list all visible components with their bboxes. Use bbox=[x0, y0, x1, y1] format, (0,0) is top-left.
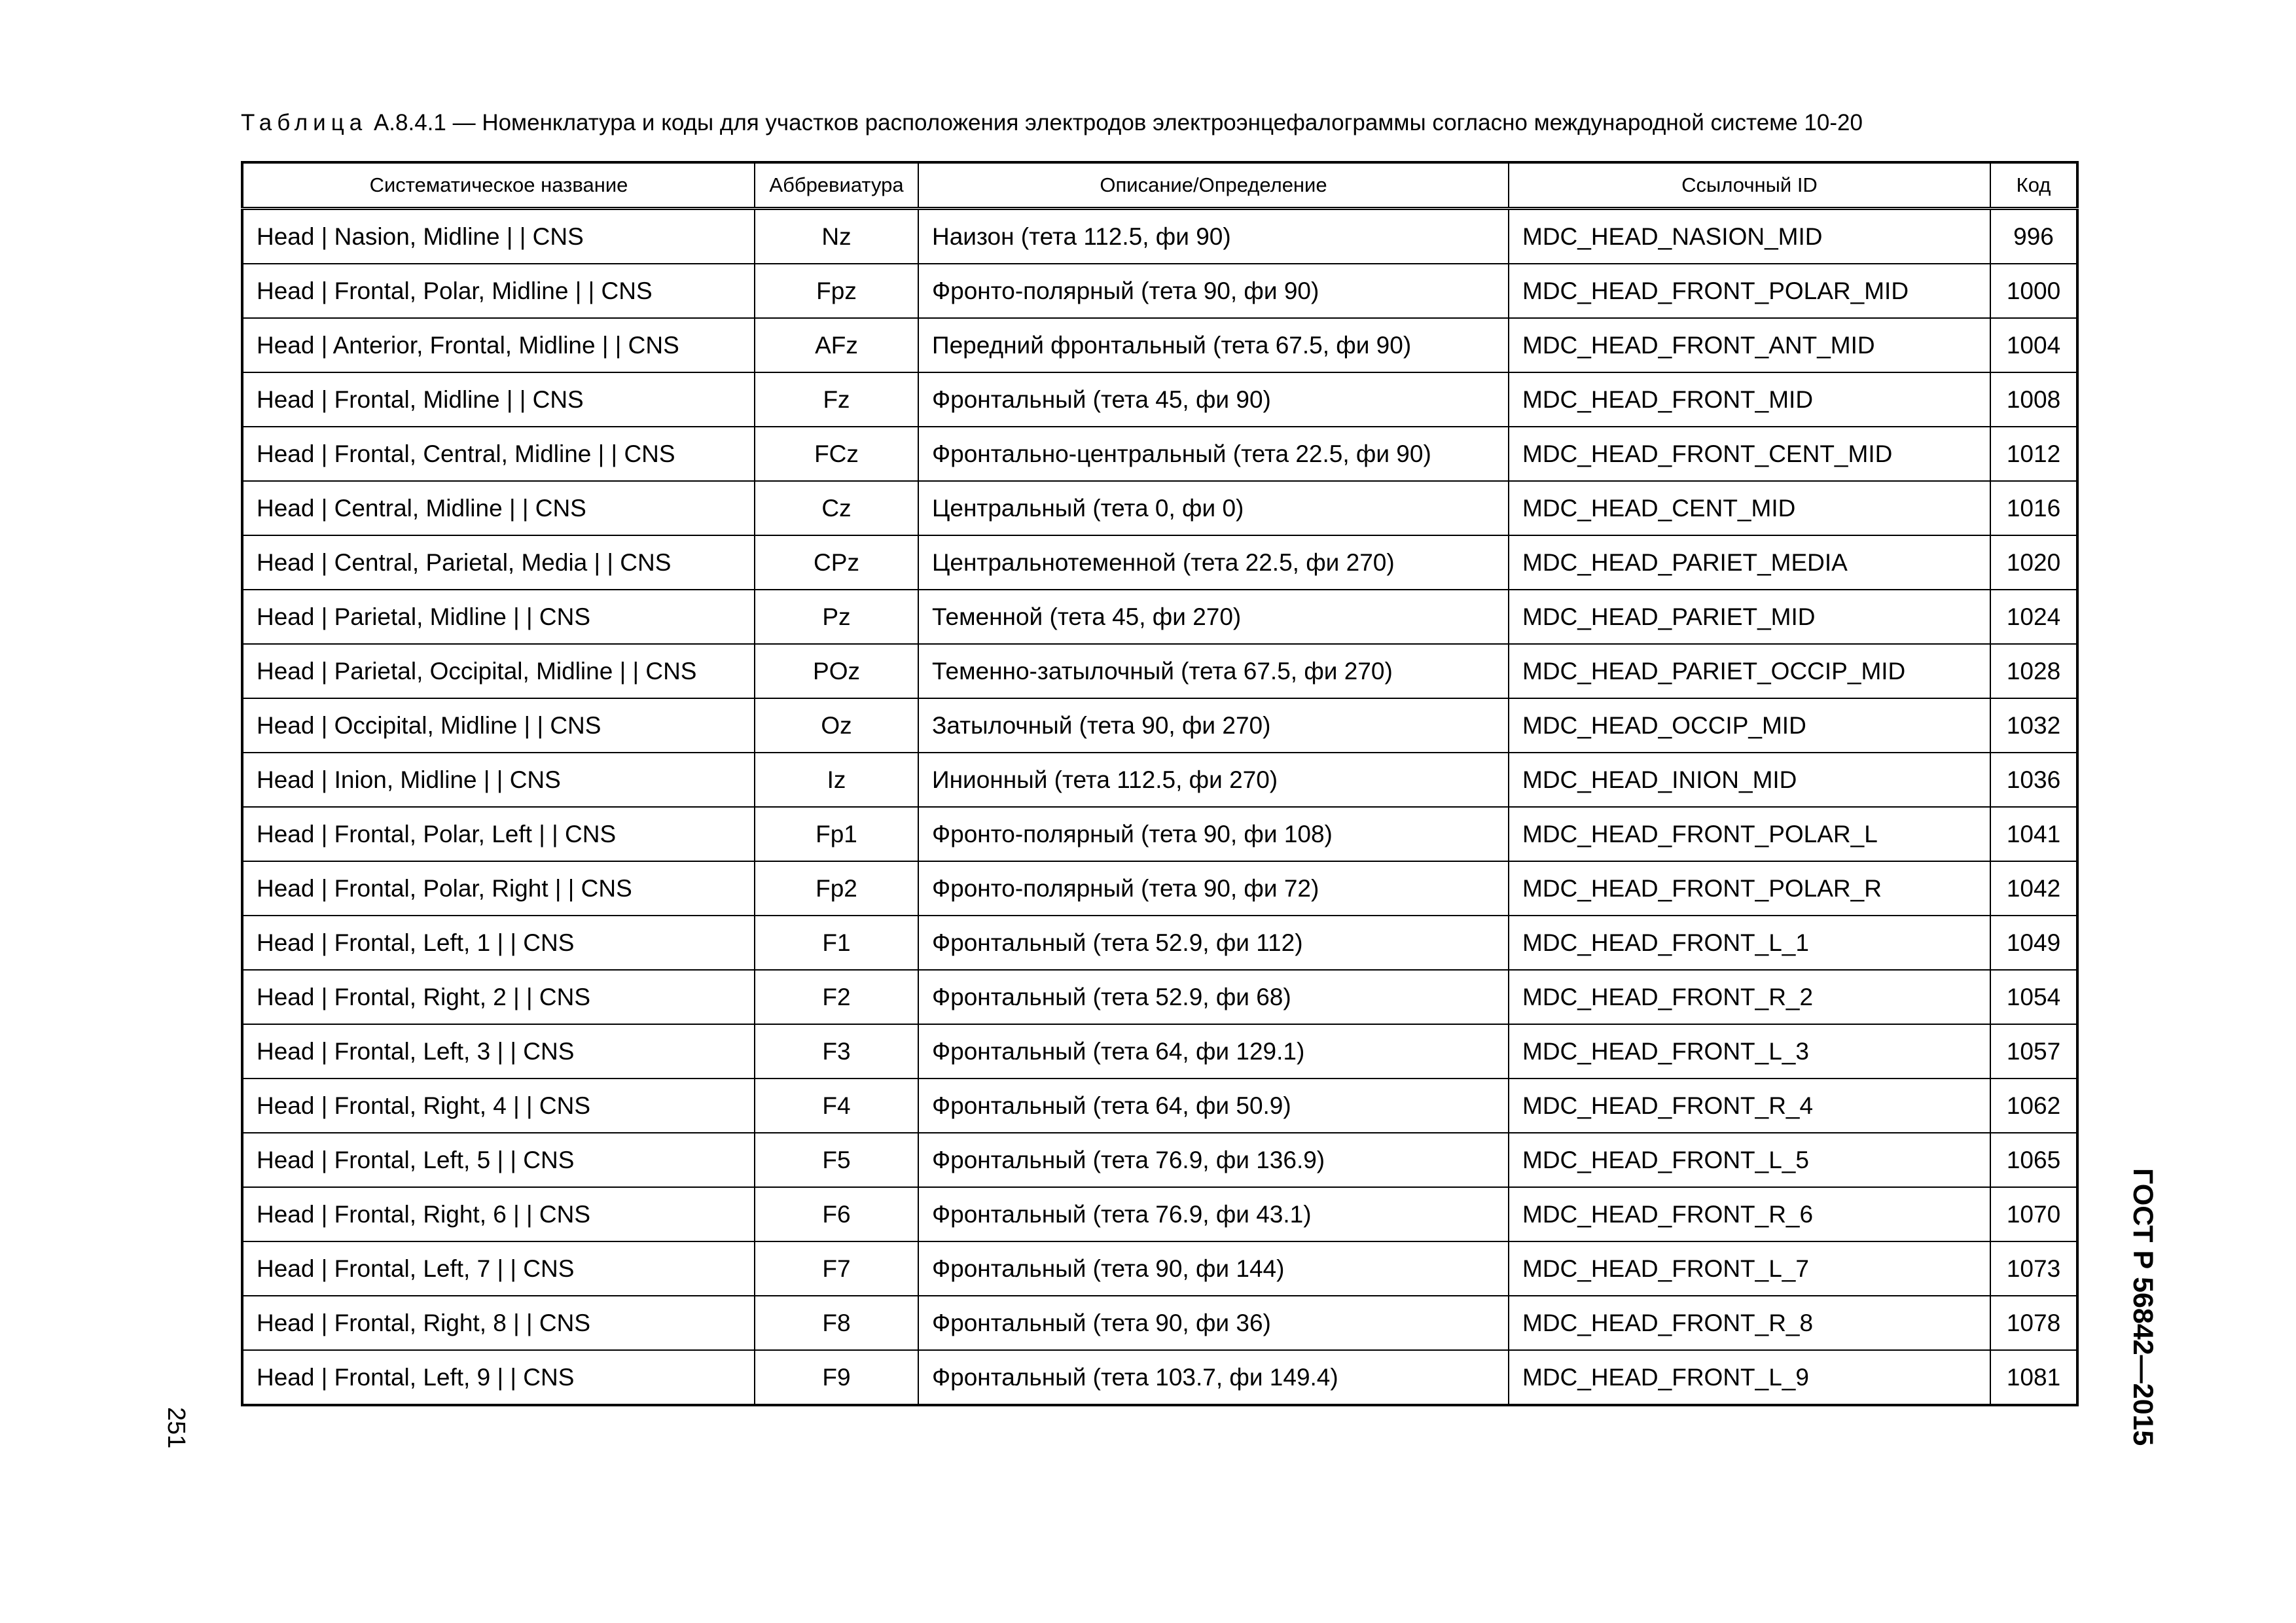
table-caption bbox=[241, 110, 2073, 136]
cell-description: Фронтальный (тета 103.7, фи 149.4) bbox=[918, 1350, 1509, 1405]
cell-reference-id: MDC_HEAD_FRONT_CENT_MID bbox=[1509, 427, 1990, 481]
standard-id: ГОСТ Р 56842—2015 bbox=[2127, 1168, 2159, 1446]
cell-systematic-name: Head | Frontal, Polar, Midline | | CNS bbox=[242, 264, 755, 318]
cell-abbreviation: Fp2 bbox=[755, 861, 918, 916]
cell-description: Инионный (тета 112.5, фи 270) bbox=[918, 753, 1509, 807]
table-row bbox=[242, 1296, 2077, 1350]
cell-code: 1024 bbox=[1990, 590, 2077, 644]
cell-description: Фронтальный (тета 52.9, фи 112) bbox=[918, 916, 1509, 970]
cell-reference-id: MDC_HEAD_FRONT_L_3 bbox=[1509, 1024, 1990, 1079]
cell-description: Фронтальный (тета 45, фи 90) bbox=[918, 372, 1509, 427]
table-row bbox=[242, 1133, 2077, 1187]
cell-code: 1016 bbox=[1990, 481, 2077, 535]
cell-abbreviation: F9 bbox=[755, 1350, 918, 1405]
table-row bbox=[242, 1187, 2077, 1241]
cell-description: Фронтальный (тета 90, фи 36) bbox=[918, 1296, 1509, 1350]
cell-description: Теменной (тета 45, фи 270) bbox=[918, 590, 1509, 644]
cell-systematic-name: Head | Frontal, Right, 6 | | CNS bbox=[242, 1187, 755, 1241]
cell-reference-id: MDC_HEAD_FRONT_POLAR_MID bbox=[1509, 264, 1990, 318]
cell-abbreviation: Oz bbox=[755, 698, 918, 753]
cell-abbreviation: F5 bbox=[755, 1133, 918, 1187]
cell-abbreviation: Iz bbox=[755, 753, 918, 807]
cell-code: 996 bbox=[1990, 209, 2077, 264]
cell-abbreviation: Pz bbox=[755, 590, 918, 644]
table-row bbox=[242, 698, 2077, 753]
cell-code: 1057 bbox=[1990, 1024, 2077, 1079]
cell-abbreviation: F2 bbox=[755, 970, 918, 1024]
cell-code: 1020 bbox=[1990, 535, 2077, 590]
table-row bbox=[242, 1241, 2077, 1296]
cell-systematic-name: Head | Central, Parietal, Media | | CNS bbox=[242, 535, 755, 590]
cell-description: Наизон (тета 112.5, фи 90) bbox=[918, 209, 1509, 264]
cell-code: 1032 bbox=[1990, 698, 2077, 753]
cell-description: Передний фронтальный (тета 67.5, фи 90) bbox=[918, 318, 1509, 372]
cell-abbreviation: Fpz bbox=[755, 264, 918, 318]
cell-code: 1062 bbox=[1990, 1079, 2077, 1133]
cell-abbreviation: F4 bbox=[755, 1079, 918, 1133]
cell-description: Фронтальный (тета 90, фи 144) bbox=[918, 1241, 1509, 1296]
header-reference-id: Ссылочный ID bbox=[1509, 162, 1990, 209]
cell-code: 1073 bbox=[1990, 1241, 2077, 1296]
table-row bbox=[242, 1350, 2077, 1405]
cell-description: Фронтально-центральный (тета 22.5, фи 90) bbox=[918, 427, 1509, 481]
cell-systematic-name: Head | Frontal, Left, 1 | | CNS bbox=[242, 916, 755, 970]
cell-systematic-name: Head | Anterior, Frontal, Midline | | CNS bbox=[242, 318, 755, 372]
cell-description: Фронто-полярный (тета 90, фи 108) bbox=[918, 807, 1509, 861]
cell-code: 1065 bbox=[1990, 1133, 2077, 1187]
cell-code: 1041 bbox=[1990, 807, 2077, 861]
cell-abbreviation: Nz bbox=[755, 209, 918, 264]
table-row bbox=[242, 644, 2077, 698]
cell-reference-id: MDC_HEAD_FRONT_ANT_MID bbox=[1509, 318, 1990, 372]
cell-reference-id: MDC_HEAD_INION_MID bbox=[1509, 753, 1990, 807]
cell-reference-id: MDC_HEAD_FRONT_R_2 bbox=[1509, 970, 1990, 1024]
cell-systematic-name: Head | Frontal, Right, 4 | | CNS bbox=[242, 1079, 755, 1133]
table-row bbox=[242, 264, 2077, 318]
caption-label: Таблица bbox=[241, 110, 368, 135]
table-body bbox=[242, 209, 2077, 1406]
cell-reference-id: MDC_HEAD_FRONT_MID bbox=[1509, 372, 1990, 427]
cell-abbreviation: Fp1 bbox=[755, 807, 918, 861]
header-abbreviation: Аббревиатура bbox=[755, 162, 918, 209]
header-code: Код bbox=[1990, 162, 2077, 209]
cell-description: Теменно-затылочный (тета 67.5, фи 270) bbox=[918, 644, 1509, 698]
cell-abbreviation: CPz bbox=[755, 535, 918, 590]
cell-description: Затылочный (тета 90, фи 270) bbox=[918, 698, 1509, 753]
cell-reference-id: MDC_HEAD_FRONT_L_7 bbox=[1509, 1241, 1990, 1296]
cell-systematic-name: Head | Frontal, Right, 2 | | CNS bbox=[242, 970, 755, 1024]
table-row bbox=[242, 372, 2077, 427]
cell-code: 1012 bbox=[1990, 427, 2077, 481]
table-header-row bbox=[242, 162, 2077, 209]
header-systematic-name: Систематическое название bbox=[242, 162, 755, 209]
cell-code: 1070 bbox=[1990, 1187, 2077, 1241]
cell-reference-id: MDC_HEAD_FRONT_POLAR_R bbox=[1509, 861, 1990, 916]
cell-code: 1008 bbox=[1990, 372, 2077, 427]
cell-reference-id: MDC_HEAD_FRONT_R_6 bbox=[1509, 1187, 1990, 1241]
table-row bbox=[242, 481, 2077, 535]
cell-abbreviation: F3 bbox=[755, 1024, 918, 1079]
cell-reference-id: MDC_HEAD_FRONT_L_1 bbox=[1509, 916, 1990, 970]
cell-systematic-name: Head | Frontal, Left, 3 | | CNS bbox=[242, 1024, 755, 1079]
cell-code: 1036 bbox=[1990, 753, 2077, 807]
cell-code: 1004 bbox=[1990, 318, 2077, 372]
table-row bbox=[242, 427, 2077, 481]
cell-reference-id: MDC_HEAD_FRONT_POLAR_L bbox=[1509, 807, 1990, 861]
cell-abbreviation: F7 bbox=[755, 1241, 918, 1296]
cell-description: Фронто-полярный (тета 90, фи 90) bbox=[918, 264, 1509, 318]
table-row bbox=[242, 318, 2077, 372]
table-row bbox=[242, 590, 2077, 644]
caption-text: А.8.4.1 — Номенклатура и коды для участков расположения электродов электроэнцефалограммы согласно международной системе 10-20 bbox=[367, 110, 1863, 135]
table-row bbox=[242, 753, 2077, 807]
cell-code: 1000 bbox=[1990, 264, 2077, 318]
cell-abbreviation: AFz bbox=[755, 318, 918, 372]
table-row bbox=[242, 1024, 2077, 1079]
cell-reference-id: MDC_HEAD_CENT_MID bbox=[1509, 481, 1990, 535]
cell-systematic-name: Head | Frontal, Polar, Left | | CNS bbox=[242, 807, 755, 861]
cell-code: 1028 bbox=[1990, 644, 2077, 698]
cell-systematic-name: Head | Frontal, Left, 7 | | CNS bbox=[242, 1241, 755, 1296]
cell-abbreviation: FCz bbox=[755, 427, 918, 481]
cell-systematic-name: Head | Central, Midline | | CNS bbox=[242, 481, 755, 535]
cell-reference-id: MDC_HEAD_FRONT_R_8 bbox=[1509, 1296, 1990, 1350]
cell-systematic-name: Head | Frontal, Polar, Right | | CNS bbox=[242, 861, 755, 916]
table-row bbox=[242, 970, 2077, 1024]
cell-code: 1042 bbox=[1990, 861, 2077, 916]
table-row bbox=[242, 861, 2077, 916]
cell-reference-id: MDC_HEAD_PARIET_MID bbox=[1509, 590, 1990, 644]
cell-systematic-name: Head | Frontal, Central, Midline | | CNS bbox=[242, 427, 755, 481]
cell-systematic-name: Head | Frontal, Midline | | CNS bbox=[242, 372, 755, 427]
cell-description: Фронтальный (тета 76.9, фи 43.1) bbox=[918, 1187, 1509, 1241]
page-number: 251 bbox=[162, 1407, 190, 1449]
cell-reference-id: MDC_HEAD_PARIET_OCCIP_MID bbox=[1509, 644, 1990, 698]
cell-abbreviation: F1 bbox=[755, 916, 918, 970]
table-row bbox=[242, 916, 2077, 970]
cell-systematic-name: Head | Parietal, Midline | | CNS bbox=[242, 590, 755, 644]
cell-systematic-name: Head | Parietal, Occipital, Midline | | CNS bbox=[242, 644, 755, 698]
cell-description: Центральнотеменной (тета 22.5, фи 270) bbox=[918, 535, 1509, 590]
cell-reference-id: MDC_HEAD_PARIET_MEDIA bbox=[1509, 535, 1990, 590]
cell-description: Фронтальный (тета 64, фи 129.1) bbox=[918, 1024, 1509, 1079]
cell-systematic-name: Head | Nasion, Midline | | CNS bbox=[242, 209, 755, 264]
cell-systematic-name: Head | Frontal, Right, 8 | | CNS bbox=[242, 1296, 755, 1350]
cell-systematic-name: Head | Occipital, Midline | | CNS bbox=[242, 698, 755, 753]
cell-abbreviation: Cz bbox=[755, 481, 918, 535]
cell-code: 1081 bbox=[1990, 1350, 2077, 1405]
cell-description: Фронтальный (тета 52.9, фи 68) bbox=[918, 970, 1509, 1024]
cell-reference-id: MDC_HEAD_OCCIP_MID bbox=[1509, 698, 1990, 753]
cell-abbreviation: POz bbox=[755, 644, 918, 698]
table-row bbox=[242, 209, 2077, 264]
cell-description: Фронтальный (тета 76.9, фи 136.9) bbox=[918, 1133, 1509, 1187]
cell-abbreviation: Fz bbox=[755, 372, 918, 427]
cell-abbreviation: F8 bbox=[755, 1296, 918, 1350]
cell-description: Центральный (тета 0, фи 0) bbox=[918, 481, 1509, 535]
electrode-codes-table bbox=[241, 161, 2079, 1406]
cell-reference-id: MDC_HEAD_FRONT_R_4 bbox=[1509, 1079, 1990, 1133]
table-row bbox=[242, 1079, 2077, 1133]
cell-systematic-name: Head | Inion, Midline | | CNS bbox=[242, 753, 755, 807]
cell-code: 1049 bbox=[1990, 916, 2077, 970]
cell-systematic-name: Head | Frontal, Left, 5 | | CNS bbox=[242, 1133, 755, 1187]
header-description: Описание/Определение bbox=[918, 162, 1509, 209]
table-row bbox=[242, 535, 2077, 590]
cell-reference-id: MDC_HEAD_FRONT_L_9 bbox=[1509, 1350, 1990, 1405]
cell-systematic-name: Head | Frontal, Left, 9 | | CNS bbox=[242, 1350, 755, 1405]
cell-description: Фронто-полярный (тета 90, фи 72) bbox=[918, 861, 1509, 916]
cell-code: 1054 bbox=[1990, 970, 2077, 1024]
cell-code: 1078 bbox=[1990, 1296, 2077, 1350]
cell-reference-id: MDC_HEAD_FRONT_L_5 bbox=[1509, 1133, 1990, 1187]
cell-reference-id: MDC_HEAD_NASION_MID bbox=[1509, 209, 1990, 264]
table-row bbox=[242, 807, 2077, 861]
cell-description: Фронтальный (тета 64, фи 50.9) bbox=[918, 1079, 1509, 1133]
cell-abbreviation: F6 bbox=[755, 1187, 918, 1241]
